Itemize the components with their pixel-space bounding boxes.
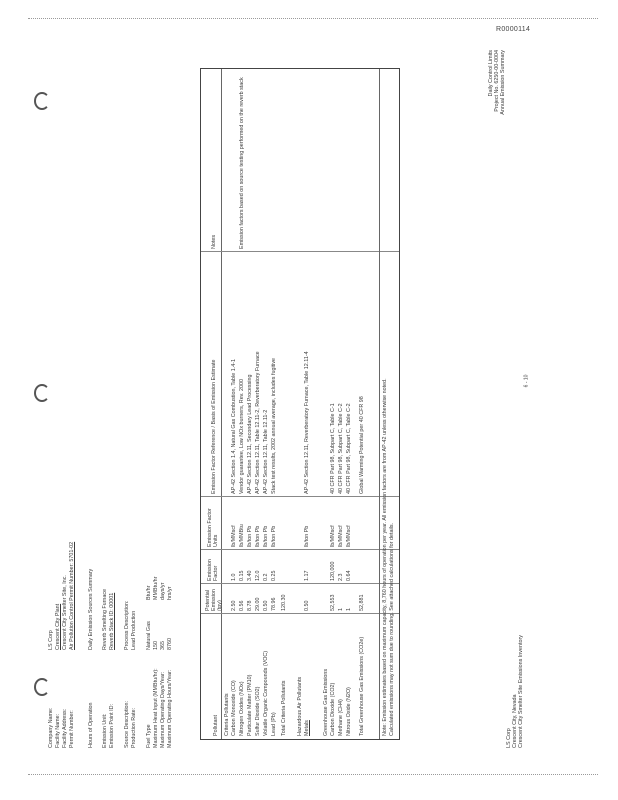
table-row [346,69,353,739]
table-row [338,69,345,739]
cell-units: lb/MMscf [346,525,352,547]
cell-factor: 1.0 [231,573,237,581]
table-row [247,69,254,739]
cell-units: lb/ton Pb [263,525,269,547]
heat-value2: MMBtu/hr [153,576,159,600]
footer-line2: Crescent City, Nevada [512,694,519,748]
note-row-1 [382,69,389,739]
header-units: Emission Factor Units [207,508,220,547]
table-row [255,69,262,739]
cell-reference: AP-42 Section 12.11, Secondary Lead Processing [247,374,253,494]
cell-pollutant: Lead (Pb) [271,712,277,736]
table-row [271,69,278,739]
cell-potential: 0.56 [239,600,245,611]
fuel-value2: Btu/hr [146,585,152,600]
header-right [488,50,507,170]
facility-value: Crescent City Plant [55,603,61,650]
cell-pollutant: Sulfur Dioxide (SO2) [255,686,261,736]
top-border-dots [28,18,598,19]
footer-line3: Crescent City Smelter Site Emissions Inventory [518,635,525,748]
header-reference: Emission Factor Reference / Basis of Emission Estimate [211,359,217,494]
cell-factor: 0.25 [271,570,277,581]
control-label: Emission Point ID: [109,703,115,748]
total-label: Total Criteria Pollutants [281,680,287,736]
source-label: Source Description: [124,700,130,748]
header-pollutant: Pollutant [213,715,219,736]
days-label: Maximum Operating Days/Year: [160,671,166,748]
days-value: 365 [160,641,166,650]
total-value: 120.30 [281,594,287,611]
table-row [330,69,337,739]
cell-potential: 1 [338,608,344,611]
hours-label: Hours of Operation [88,702,94,748]
prod-value: Lead Production [131,610,137,650]
table-row [231,69,238,739]
group2-factor: 1.17 [304,570,310,581]
cell-factor: 120,000 [330,561,336,581]
note-row-2 [389,69,396,739]
hrs-label: Maximum Operating Hours/Year: [167,669,173,748]
table-header-row [203,69,224,739]
cell-units: lb/MMscf [231,525,237,547]
group2-label-row [297,69,304,739]
note-line1: Note: Emission estimates based on maximum capacity, 8,760 hours of operation per year. All emission factors are from AP-42 unless otherwise noted. [382,378,388,736]
cell-reference: 40 CFR Part 98, Subpart C, Table C-1 [330,403,336,494]
address-value: Crescent City Smelter Site, Inc. [62,575,68,650]
total-row [281,69,288,739]
ghg-total-row [359,69,366,739]
cell-reference: 40 CFR Part 98, Subpart C, Table C-2 [338,403,344,494]
cell-units: lb/ton Pb [271,525,277,547]
cell-factor: 0.15 [239,570,245,581]
cell-potential: 2.50 [231,600,237,611]
cell-factor: 3.40 [247,570,253,581]
fuel-label: Fuel Type [146,724,152,748]
cell-factor: 0.64 [346,570,352,581]
header-right-line2: Project No. 6250-00-0004 [494,50,501,112]
cell-units: lb/MMscf [338,525,344,547]
group2-sub: Metals [304,720,310,736]
group2-units: lb/ton Pb [304,525,310,547]
heat-value: 150 [153,641,159,650]
ghg-total-reference: Global Warming Potential per 40 CFR 98 [359,396,365,494]
emissions-table [200,68,400,740]
hrs-value: 8760 [167,638,173,650]
group1-label-row [224,69,231,739]
cell-units: lb/ton Pb [247,525,253,547]
group3-label-row [323,69,330,739]
cell-reference: AP-42 Section 1.4, Natural Gas Combustion, Table 1.4-1 [231,358,237,494]
cell-reference: AP-42 Section 12.11, Table 12.11-2 [263,409,269,494]
cell-pollutant: Nitrogen Oxides (NOx) [239,681,245,736]
cell-potential: 1 [346,608,352,611]
group2-potential: 0.50 [304,600,310,611]
document-id: R0000114 [496,26,531,33]
header-right-line3: Annual Emission Summary [500,50,507,115]
permit-value: Air Pollution Control Permit Number: 5701-02 [69,541,75,650]
header-factor: Emission Factor [207,559,220,581]
cell-units: lb/ton Pb [255,525,261,547]
days-value2: days/yr [160,582,166,600]
group3-label: Greenhouse Gas Emissions [323,668,329,736]
cell-reference: Stack test results, 2002 annual average, includes fugitive [271,357,277,494]
cell-pollutant: Methane (CH4) [338,699,344,736]
bottom-border-dots [28,774,598,775]
cell-pollutant: Volatile Organic Compounds (VOC) [263,650,269,736]
table-row [239,69,246,739]
group2-label: Hazardous Air Pollutants [297,676,303,736]
source-value: Process Description: [124,600,130,650]
facility-label: Facility Name: [55,713,61,748]
cell-potential: 52,553 [330,594,336,611]
hours-value: Daily Emission Sources Summary [88,568,94,650]
header-right-line1: Daily Control Limits [488,50,494,97]
company-value: LS Corp [48,630,54,650]
ghg-total-value: 52,881 [359,594,365,611]
footer [506,635,525,748]
cell-pollutant: Carbon Monoxide (CO) [231,680,237,736]
heat-label: Maximum Heat Input (MMBtu/hr): [153,668,159,748]
prod-label: Production Rate: [131,707,137,748]
note-line2: Calculated emissions may not sum due to rounding. See attached calculations for details. [389,522,395,736]
header-potential: Potential Emission (tpy) [205,589,224,611]
address-label: Facility Address: [62,708,68,748]
cell-factor: 12.0 [255,570,261,581]
control-value: Reverb Stack ID: 00001 [109,592,115,650]
cell-pollutant: Nitrous Oxide (N2O) [346,687,352,736]
cell-potential: 29.00 [255,597,261,611]
emission-value: Reverb Smelting Furnace [102,588,108,650]
group1-label: Criteria Pollutants [224,693,230,736]
cell-reference: AP-42 Section 12.11, Table 12.11-2, Reverberatory Furnace [255,351,261,494]
cell-factor: 2.3 [338,573,344,581]
footer-line1: LS Corp [506,728,512,748]
cell-pollutant: Carbon Dioxide (CO2) [330,682,336,736]
table-row [263,69,270,739]
cell-factor: 0.2 [263,573,269,581]
group2-reference: AP-42 Section 12.11, Reverberatory Furnace, Table 12.11-4 [304,351,310,494]
cell-reference: 40 CFR Part 98, Subpart C, Table C-2 [346,403,352,494]
cell-reference: Vendor guarantee, Low NOx burners, Rev. 2000 [239,379,245,494]
hrs-value2: hrs/yr [167,586,173,600]
page-number: 6 - 10 [523,374,530,388]
fuel-value: Natural Gas [146,621,152,650]
permit-label: Permit Number: [69,710,75,748]
rotated-sheet [40,40,560,760]
header-notes: Notes [211,234,217,249]
ghg-total-label: Total Greenhouse Gas Emissions (CO2e) [359,636,365,736]
cell-units: lb/MMBtu [239,524,245,547]
cell-notes: Emission factors based on source testing performed on the reverb stack [239,77,245,249]
cell-units: lb/MMscf [330,525,336,547]
group2-metals-row [304,69,311,739]
company-label: Company Name: [48,707,54,748]
cell-potential: 8.78 [247,600,253,611]
cell-potential: 0.50 [263,600,269,611]
cell-pollutant: Particulate Matter (PM10) [247,674,253,736]
emission-label: Emission Unit: [102,713,108,748]
cell-potential: 78.96 [271,597,277,611]
